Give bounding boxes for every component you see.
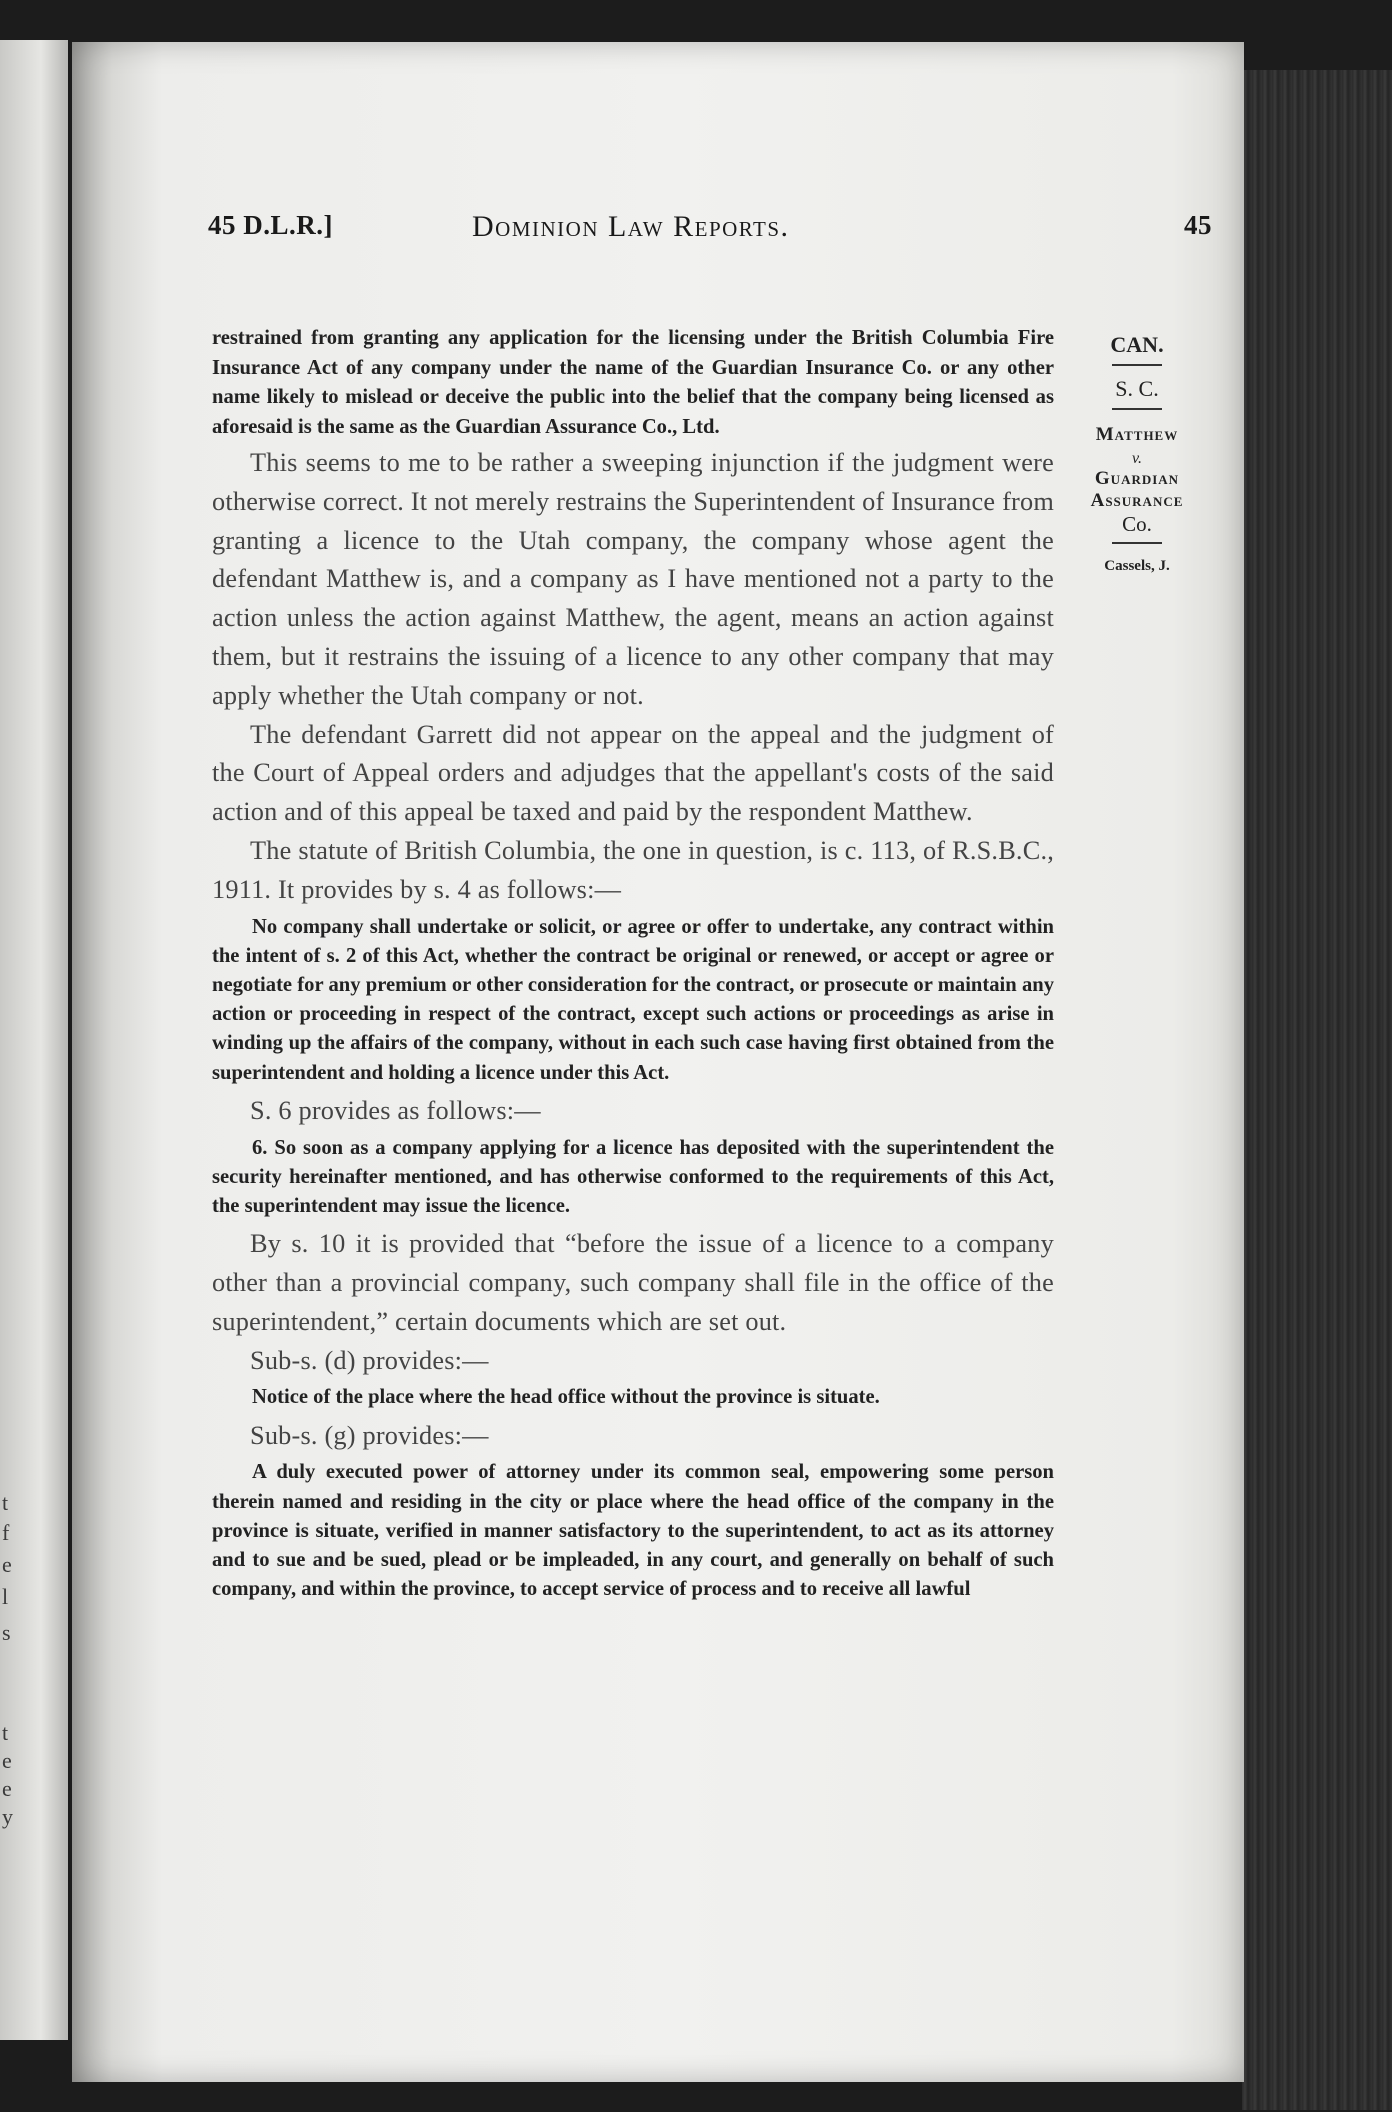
divider — [1112, 542, 1162, 544]
facing-page-fragment: e — [2, 1776, 12, 1801]
statute-quote: No company shall undertake or solicit, or agree or offer to undertake, any contract within the intent of s. 2 of this Act, whether the contract be original or renewed, or accept or agree or negotiate for any premium or other consideration for the contract, or prosecute or maintain any action or proceeding in respect of the contract, except such actions or proceedings as arise in winding up the affairs of the company, without in each such case having first obtained from the superintendent and holding a licence under this Act. — [212, 915, 1054, 1084]
page-number: 45 — [1184, 210, 1212, 240]
facing-page-edge — [0, 40, 68, 2040]
paragraph: By s. 10 it is provided that “before the issue of a licence to a company other than a provincial company, such company shall file in the office of the superintendent,” certain documents which are set out. — [212, 1229, 1054, 1336]
body-text — [212, 324, 1054, 1608]
party-two: Guardian — [1094, 468, 1180, 489]
facing-page-fragment: y — [2, 1804, 13, 1829]
party-two: Co. — [1122, 512, 1152, 536]
volume-reference: 45 D.L.R.] — [208, 210, 333, 240]
running-title: Dominion Law Reports. — [472, 210, 790, 243]
paragraph: S. 6 provides as follows:— — [250, 1095, 541, 1125]
divider — [1112, 408, 1162, 410]
facing-page-fragment: t — [2, 1720, 9, 1745]
facing-page-fragment: e — [2, 1552, 12, 1577]
case-margin-note — [1062, 332, 1212, 575]
facing-page-fragment: s — [2, 1620, 11, 1645]
paragraph: Sub-s. (d) provides:— — [250, 1345, 489, 1375]
paragraph: Sub-s. (g) provides:— — [250, 1420, 489, 1450]
paragraph: This seems to me to be rather a sweeping injunction if the judgment were otherwise correct. It not merely restrains the Superintendent of Insurance from granting a licence to the Utah company, the company whose agent the defendant Matthew is, and a company as I have mentioned not a party to the action unless the action against Matthew, the agent, means an action against them, but it restrains the issuing of a licence to any other company that may apply whether the Utah company or not. — [212, 448, 1054, 710]
paragraph: restrained from granting any application for the licensing under the British Columbia Fire Insurance Act of any company under the name of the Guardian Insurance Co. or any other name likely to mislead or deceive the public into the belief that the company being licensed as aforesaid is the same as the Guardian Assurance Co., Ltd. — [212, 327, 1054, 438]
book-page — [72, 42, 1244, 2082]
facing-page-fragment: t — [2, 1490, 9, 1515]
paragraph: The statute of British Columbia, the one in question, is c. 113, of R.S.B.C., 1911. It provides by s. 4 as follows:— — [212, 835, 1054, 904]
statute-quote: A duly executed power of attorney under its common seal, empowering some person therein named and residing in the city or place where the head office of the company in the province is situate, verified in manner satisfactory to the superintendent, to act as its attorney and to sue and be sued, plead or be impleaded, in any court, and generally on behalf of such company, and within the province, to accept service of process and to receive all lawful — [212, 1461, 1054, 1601]
book-spine — [1242, 70, 1392, 2110]
party-one: Matthew — [1095, 424, 1179, 445]
facing-page-fragment: l — [2, 1584, 9, 1609]
paragraph: The defendant Garrett did not appear on the appeal and the judgment of the Court of Appeal orders and adjudges that the appellant's costs of the said action and of this appeal be taxed and paid by the respondent Matthew. — [212, 719, 1054, 827]
statute-quote: 6. So soon as a company applying for a licence has deposited with the superintendent the security hereinafter mentioned, and has otherwise conformed to the requirements of this Act, the superintendent may issue the licence. — [212, 1136, 1054, 1217]
facing-page-fragment: f — [2, 1520, 10, 1545]
facing-page-fragment: e — [2, 1748, 12, 1773]
divider — [1112, 364, 1162, 366]
court: S. C. — [1115, 376, 1159, 401]
party-two: Assurance — [1090, 490, 1184, 511]
statute-quote: Notice of the place where the head office without the province is situate. — [252, 1386, 880, 1409]
jurisdiction: CAN. — [1110, 332, 1164, 357]
judge: Cassels, J. — [1104, 558, 1170, 574]
versus: v. — [1132, 450, 1142, 467]
